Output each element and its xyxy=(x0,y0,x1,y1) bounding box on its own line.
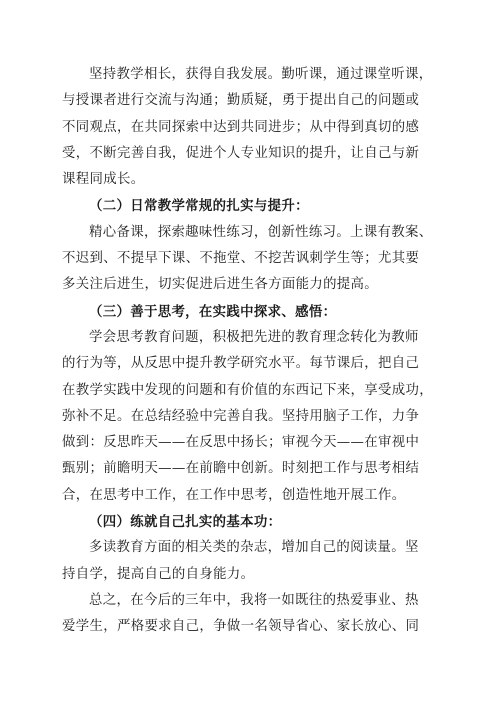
text-line: 的行为等，从反思中提升教学研究水平。每节课后，把自己 xyxy=(62,356,420,372)
text-line: 持自学，提高自己的自身能力。 xyxy=(62,566,255,582)
section-heading-2: （二）日常教学常规的扎实与提升： xyxy=(89,198,309,215)
paragraph-teaching-growth xyxy=(62,62,438,193)
text-line: 坚持教学相长，获得自我发展。勤听课，通过课堂听课， xyxy=(89,67,433,82)
text-line: 弥补不足。在总结经验中完善自我。坚持用脑子工作，力争 xyxy=(62,408,420,424)
text-line: 多关注后进生，切实促进后进生各方面能力的提高。 xyxy=(62,277,379,293)
text-line: 不迟到、不提早下课、不拖堂、不挖苦讽刺学生等；尤其要 xyxy=(62,251,420,267)
text-line: 学会思考教育问题，积极把先进的教育理念转化为教师 xyxy=(89,329,419,345)
text-line: 多读教育方面的相关类的杂志，增加自己的阅读量。坚 xyxy=(89,540,419,556)
text-line: 精心备课，探索趣味性练习，创新性练习。上课有教案、 xyxy=(89,224,433,240)
paragraph-conclusion xyxy=(62,588,438,641)
text-line: 课程同成长。 xyxy=(62,172,145,188)
paragraph-routine xyxy=(62,220,438,299)
text-line: 在教学实践中发现的问题和有价值的东西记下来，享受成功， xyxy=(62,382,433,398)
text-line: 做到：反思昨天——在反思中扬长；审视今天——在审视中 xyxy=(62,435,420,451)
text-line: 不同观点，在共同探索中达到共同进步；从中得到真切的感 xyxy=(62,119,420,135)
paragraph-skills xyxy=(62,535,438,588)
paragraph-reflection xyxy=(62,325,438,509)
text-line: 甄别；前瞻明天——在前瞻中创新。时刻把工作与思考相结 xyxy=(62,461,420,477)
text-line: 爱学生，严格要求自己，争做一名领导省心、家长放心、同 xyxy=(62,619,420,635)
text-line: 受，不断完善自我，促进个人专业知识的提升，让自己与新 xyxy=(62,145,420,161)
section-heading-4: （四）练就自己扎实的基本功： xyxy=(89,514,282,531)
text-line: 与授课者进行交流与沟通；勤质疑，勇于提出自己的问题或 xyxy=(62,93,420,109)
text-line: 合，在思考中工作，在工作中思考，创造性地开展工作。 xyxy=(62,487,406,503)
text-line: 总之，在今后的三年中，我将一如既往的热爱事业、热 xyxy=(89,592,419,608)
section-heading-3: （三）善于思考，在实践中探求、感悟： xyxy=(89,303,337,320)
